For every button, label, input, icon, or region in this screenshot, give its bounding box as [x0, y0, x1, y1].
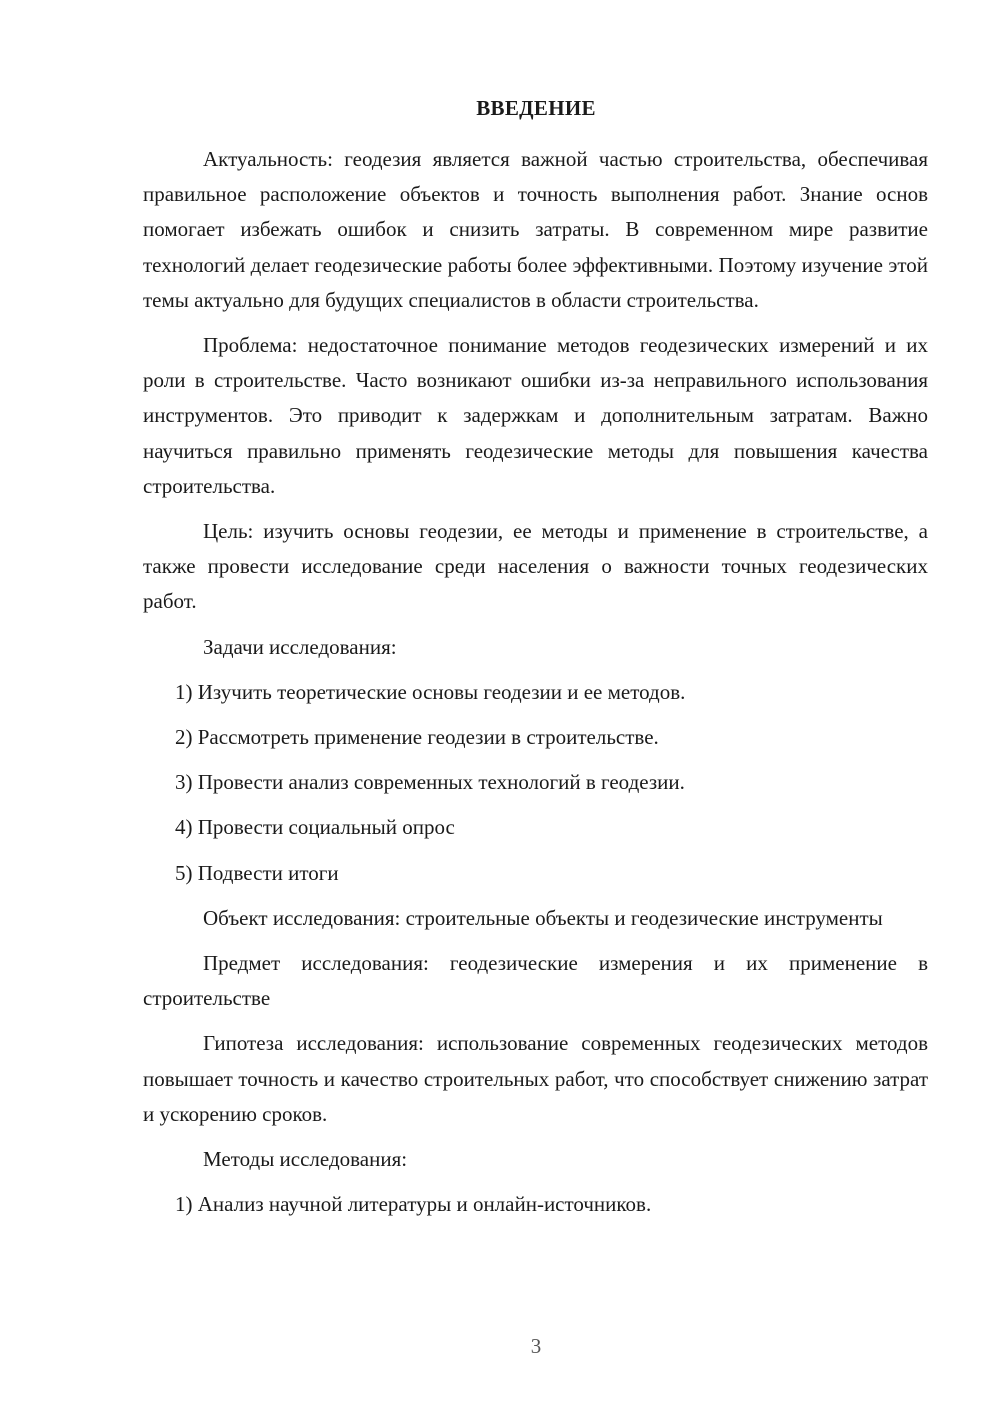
page-title: ВВЕДЕНИЕ	[476, 96, 596, 120]
list-item: 5) Подвести итоги	[175, 860, 339, 885]
relevance-paragraph: Актуальность: геодезия является важной частью строительства, обеспечивая правильное расположение объектов и точность выполнения работ. Знание основ помогает избежать ошибок и снизить затраты. В современном мире развитие технологий делает геодезические работы более эффективными. Поэтому изучение этой темы актуально для будущих специалистов в области строительства.	[143, 147, 928, 312]
list-item: 1) Анализ научной литературы и онлайн-источников.	[175, 1192, 652, 1217]
document-body	[143, 142, 928, 1232]
tasks-list	[143, 675, 928, 891]
hypothesis-paragraph: Гипотеза исследования: использование современных геодезических методов повышает точность и качество строительных работ, что способствует снижению затрат и ускорению сроков.	[143, 1031, 928, 1126]
methods-list	[143, 1187, 928, 1222]
problem-paragraph: Проблема: недостаточное понимание методов геодезических измерений и их роли в строительстве. Часто возникают ошибки из-за неправильного использования инструментов. Это приводит к задержкам и дополнительным затратам. Важно научиться правильно применять геодезические методы для повышения качества строительства.	[143, 333, 928, 498]
page-number: 3	[530, 1334, 542, 1358]
subject-paragraph: Предмет исследования: геодезические измерения и их применение в строительстве	[143, 951, 928, 1011]
list-item: 2) Рассмотреть применение геодезии в строительстве.	[175, 725, 659, 750]
list-item: 3) Провести анализ современных технологий в геодезии.	[175, 770, 685, 795]
tasks-heading: Задачи исследования:	[203, 634, 397, 659]
goal-paragraph: Цель: изучить основы геодезии, ее методы и применение в строительстве, а также провести исследование среди населения о важности точных геодезических работ.	[143, 519, 928, 614]
methods-heading: Методы исследования:	[203, 1147, 408, 1172]
object-paragraph: Объект исследования: строительные объекты и геодезические инструменты	[203, 905, 883, 930]
list-item: 1) Изучить теоретические основы геодезии и ее методов.	[175, 679, 686, 704]
list-item: 4) Провести социальный опрос	[175, 815, 455, 840]
